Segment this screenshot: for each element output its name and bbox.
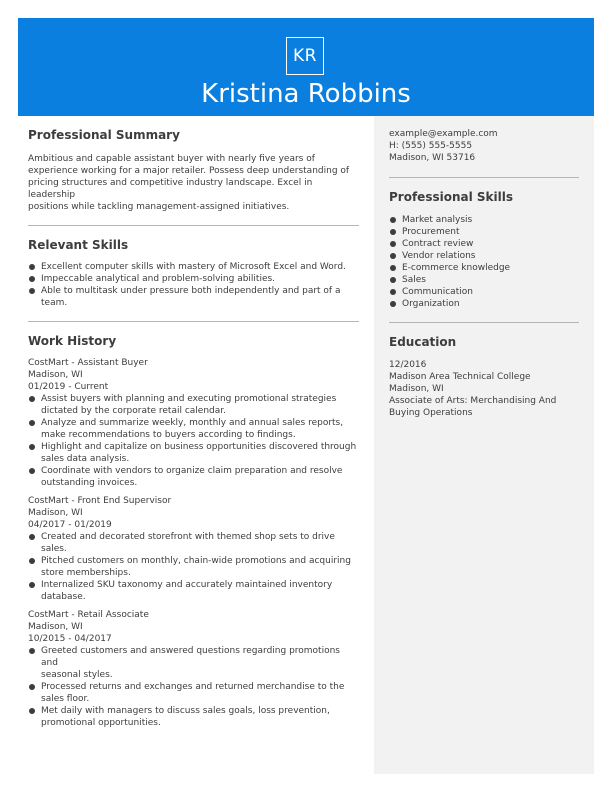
bullet-icon — [29, 396, 35, 402]
job-dates: 04/2017 - 01/2019 — [28, 520, 112, 530]
bullet-icon — [390, 217, 396, 223]
list-item-text: Analyze and summarize weekly, monthly and annual sales reports, — [41, 418, 344, 428]
bullet-icon — [29, 708, 35, 714]
bullet-icon — [29, 420, 35, 426]
bullet-icon — [29, 264, 35, 270]
professional-skills-section — [389, 190, 579, 310]
list-item — [28, 273, 359, 285]
bullet-icon — [29, 468, 35, 474]
list-item-text: Assist buyers with planning and executing promotional strategies — [41, 394, 337, 404]
list-item — [28, 555, 359, 579]
bullet-icon — [390, 229, 396, 235]
job-heading: CostMart - Retail Associate — [28, 610, 149, 620]
list-item — [28, 465, 359, 489]
list-item-text: Highlight and capitalize on business opportunities discovered through — [41, 442, 357, 452]
summary-line: positions while tackling management-assigned initiatives. — [28, 202, 290, 212]
job-entry — [28, 609, 359, 729]
list-item-text: Greeted customers and answered questions regarding promotions and — [41, 646, 340, 668]
list-item — [28, 681, 359, 705]
list-item-text: Coordinate with vendors to organize claim preparation and resolve — [41, 466, 343, 476]
contact-email: example@example.com — [389, 129, 498, 139]
work-history-section — [28, 334, 359, 729]
job-dates: 01/2019 - Current — [28, 382, 109, 392]
list-item — [389, 298, 579, 310]
bullet-icon — [390, 301, 396, 307]
list-item-text: seasonal styles. — [41, 670, 113, 680]
list-item-text: Market analysis — [402, 215, 473, 225]
list-item — [28, 579, 359, 603]
list-item-text: Impeccable analytical and problem-solving abilities. — [41, 274, 276, 284]
bullet-icon — [29, 288, 35, 294]
job-bullets — [28, 531, 359, 603]
education-degree: Associate of Arts: Merchandising And — [389, 396, 557, 406]
list-item-text: make recommendations to buyers according to findings. — [41, 430, 296, 440]
list-item — [389, 226, 579, 238]
bullet-icon — [29, 684, 35, 690]
list-item — [389, 214, 579, 226]
sidebar-content — [389, 128, 579, 419]
bullet-icon — [390, 253, 396, 259]
education-school: Madison Area Technical College — [389, 372, 531, 382]
job-location: Madison, WI — [28, 370, 83, 380]
bullet-icon — [29, 558, 35, 564]
list-item-text: Vendor relations — [402, 251, 476, 261]
bullet-icon — [390, 289, 396, 295]
education-location: Madison, WI — [389, 384, 444, 394]
contact-phone: H: (555) 555-5555 — [389, 141, 473, 151]
list-item — [28, 417, 359, 441]
list-item-text: outstanding invoices. — [41, 478, 138, 488]
list-item — [389, 262, 579, 274]
summary-line: experience working for a major retailer. Possess deep understanding of — [28, 166, 350, 176]
list-item-text: database. — [41, 592, 86, 602]
list-item-text: Able to multitask under pressure both independently and part of a — [41, 286, 341, 296]
professional-skills-list — [389, 214, 579, 310]
relevant-skills-title: Relevant Skills — [28, 238, 129, 252]
bullet-icon — [29, 582, 35, 588]
education-section — [389, 335, 579, 419]
list-item-text: Excellent computer skills with mastery of Microsoft Excel and Word. — [41, 262, 346, 272]
bullet-icon — [29, 444, 35, 450]
list-item-text: E-commerce knowledge — [402, 263, 511, 273]
list-item-text: store memberships. — [41, 568, 131, 578]
relevant-skills-list — [28, 261, 359, 309]
list-item-text: Sales — [402, 275, 426, 285]
list-item-text: Met daily with managers to discuss sales goals, loss prevention, — [41, 706, 330, 716]
list-item — [389, 274, 579, 286]
list-item — [389, 286, 579, 298]
job-bullets — [28, 645, 359, 729]
summary-section — [28, 128, 359, 213]
job-dates: 10/2015 - 04/2017 — [28, 634, 112, 644]
main-column — [28, 128, 359, 729]
contact-address: Madison, WI 53716 — [389, 153, 476, 163]
bullet-icon — [390, 265, 396, 271]
job-entry — [28, 357, 359, 489]
list-item-text: Organization — [402, 299, 460, 309]
initials-monogram: KR — [286, 37, 324, 75]
job-bullets — [28, 393, 359, 489]
list-item — [28, 441, 359, 465]
job-location: Madison, WI — [28, 508, 83, 518]
list-item — [28, 645, 359, 681]
list-item-text: Processed returns and exchanges and returned merchandise to the — [41, 682, 345, 692]
list-item-text: dictated by the corporate retail calendar. — [41, 406, 227, 416]
work-history-title: Work History — [28, 334, 117, 348]
professional-skills-title: Professional Skills — [389, 190, 513, 204]
contact-block — [389, 128, 579, 164]
education-title: Education — [389, 335, 457, 349]
list-item — [389, 250, 579, 262]
list-item-text: Contract review — [402, 239, 474, 249]
list-item-text: promotional opportunities. — [41, 718, 161, 728]
list-item — [28, 285, 359, 309]
list-item-text: team. — [41, 298, 68, 308]
job-heading: CostMart - Front End Supervisor — [28, 496, 172, 506]
list-item — [28, 261, 359, 273]
education-date: 12/2016 — [389, 360, 427, 370]
job-entry — [28, 495, 359, 603]
summary-title: Professional Summary — [28, 128, 180, 142]
bullet-icon — [390, 241, 396, 247]
list-item-text: Communication — [402, 287, 473, 297]
list-item-text: sales data analysis. — [41, 454, 130, 464]
candidate-name: Kristina Robbins — [201, 79, 411, 109]
list-item — [28, 393, 359, 417]
summary-line: Ambitious and capable assistant buyer with nearly five years of — [28, 154, 315, 164]
bullet-icon — [390, 277, 396, 283]
list-item — [28, 531, 359, 555]
list-item-text: Pitched customers on monthly, chain-wide promotions and acquiring — [41, 556, 351, 566]
summary-line: pricing structures and competitive industry landscape. Excel in leadership — [28, 178, 313, 200]
list-item — [28, 705, 359, 729]
bullet-icon — [29, 534, 35, 540]
list-item-text: Internalized SKU taxonomy and accurately maintained inventory — [41, 580, 333, 590]
relevant-skills-section — [28, 238, 359, 309]
education-degree: Buying Operations — [389, 408, 473, 418]
bullet-icon — [29, 648, 35, 654]
list-item-text: Created and decorated storefront with themed shop sets to drive sales. — [41, 532, 335, 554]
bullet-icon — [29, 276, 35, 282]
list-item — [389, 238, 579, 250]
list-item-text: Procurement — [402, 227, 460, 237]
job-heading: CostMart - Assistant Buyer — [28, 358, 148, 368]
list-item-text: sales floor. — [41, 694, 90, 704]
job-location: Madison, WI — [28, 622, 83, 632]
